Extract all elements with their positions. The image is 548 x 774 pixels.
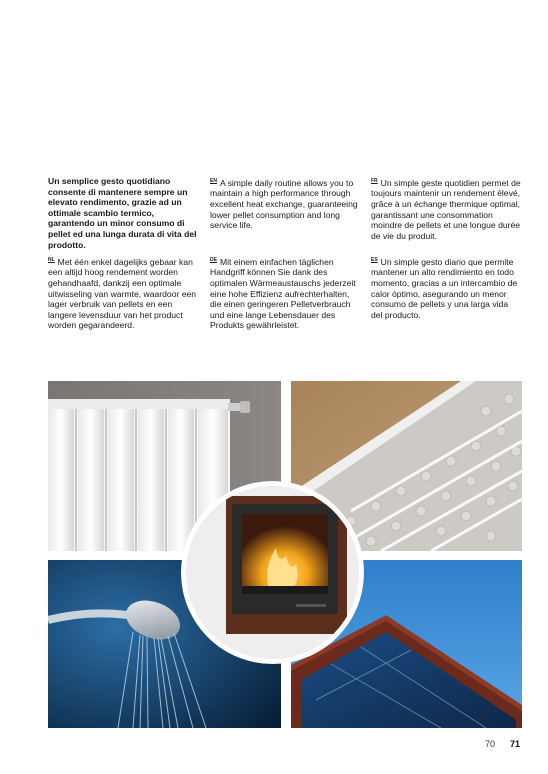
paragraph-french: [371, 176, 523, 241]
pellet-stove-illustration: [186, 486, 359, 659]
paragraph-dutch: [48, 255, 198, 331]
language-tag-es: ES: [371, 257, 378, 263]
paragraph-dutch-text: Met één enkel dagelijks gebaar kan een altijd hoog rendement worden gehandhaafd, dankzij een optimale uitwisseling van warmte, waardoor een lager verbruik van pellets en een langere levensduur van het product worden gegarandeerd.: [48, 256, 197, 331]
paragraph-french-text: Un simple geste quotidien permet de toujours maintenir un rendement élevé, grâce à un échange thermique optimal, garantissant une consommation moindre de pellets et une longue durée de vie du produit.: [371, 177, 521, 241]
language-tag-en: EN: [210, 178, 217, 184]
paragraph-spanish: [371, 255, 521, 320]
page-number-left: 70: [485, 739, 496, 749]
stove-photo-circle: [181, 481, 364, 664]
language-tag-de: DE: [210, 257, 217, 263]
paragraph-spanish-text: Un simple gesto diario que permite mantener un alto rendimiento en todo momento, gracias a un intercambio de calor óptimo, asegurando un menor consumo de pellets y una larga vida del producto.: [371, 256, 518, 320]
page-number-right: 71: [510, 739, 521, 749]
paragraph-english-text: A simple daily routine allows you to maintain a high performance through excellent heat exchange, guaranteeing lower pellet consumption and long service life.: [210, 177, 358, 231]
language-tag-fr: FR: [371, 178, 378, 184]
paragraph-german-text: Mit einem einfachen täglichen Handgriff können Sie dank des optimalen Wärmeaustauschs jederzeit eine hohe Effizienz aufrechterhalten, die einen geringeren Pelletverbrauch und eine lange Lebensdauer des Produkts gewährleistet.: [210, 256, 356, 331]
language-tag-nl: NL: [48, 257, 55, 263]
paragraph-italian-text: Un semplice gesto quotidiano consente di mantenere sempre un elevato rendimento, grazie ad un ottimale scambio termico, garantendo un minor consumo di pellet ed una lunga durata di vita del prodotto.: [48, 176, 197, 250]
paragraph-italian: [48, 176, 203, 250]
stove-photo: [186, 486, 359, 659]
paragraph-english: [210, 176, 360, 231]
paragraph-german: [210, 255, 362, 331]
